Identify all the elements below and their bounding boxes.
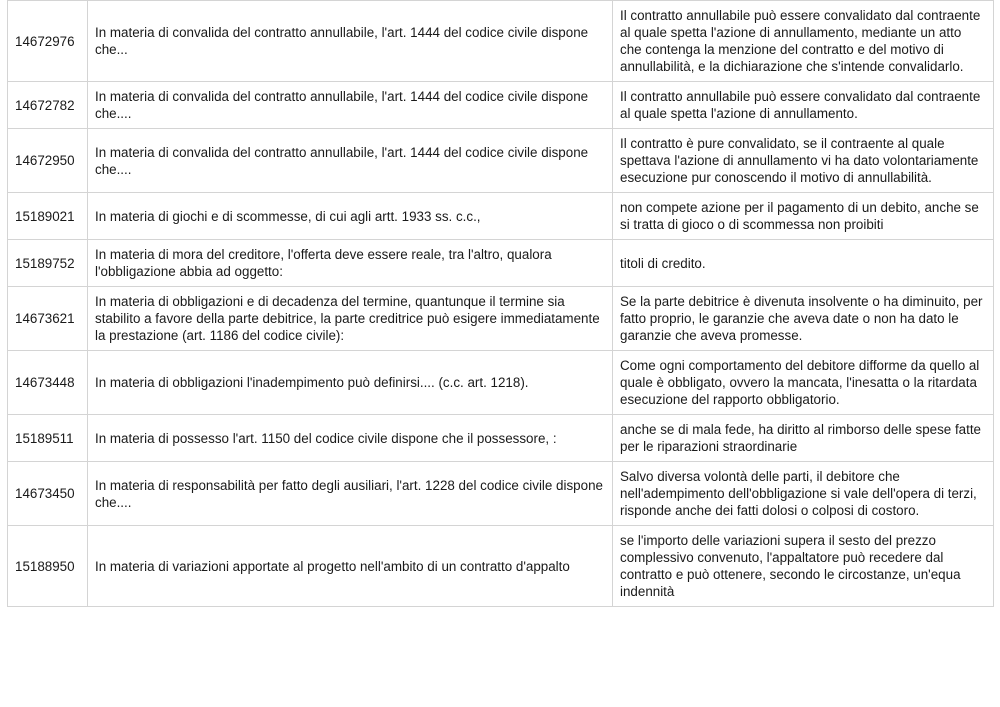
question-id: 15189511 xyxy=(8,415,88,462)
answer-text: Come ogni comportamento del debitore difforme da quello al quale è obbligato, ovvero la mancata, l'inesatta o la ritardata esecuzione del rapporto obbligatorio. xyxy=(613,351,994,415)
question-text: In materia di possesso l'art. 1150 del codice civile dispone che il possessore, : xyxy=(88,415,613,462)
question-text: In materia di convalida del contratto annullabile, l'art. 1444 del codice civile dispone che.... xyxy=(88,82,613,129)
answer-text: se l'importo delle variazioni supera il sesto del prezzo complessivo convenuto, l'appaltatore può recedere dal contratto e può ottenere, secondo le circostanze, un'equa indennità xyxy=(613,526,994,607)
question-id: 14673450 xyxy=(8,462,88,526)
question-text: In materia di obbligazioni e di decadenza del termine, quantunque il termine sia stabilito a favore della parte debitrice, la parte creditrice può esigere immediatamente la prestazione (art. 1186 del codice civile): xyxy=(88,287,613,351)
table-row xyxy=(8,526,994,607)
answer-text: titoli di credito. xyxy=(613,240,994,287)
question-text: In materia di convalida del contratto annullabile, l'art. 1444 del codice civile dispone che.... xyxy=(88,129,613,193)
quiz-table-container xyxy=(7,0,993,607)
answer-text: anche se di mala fede, ha diritto al rimborso delle spese fatte per le riparazioni straordinarie xyxy=(613,415,994,462)
answer-text: non compete azione per il pagamento di un debito, anche se si tratta di gioco o di scommessa non proibiti xyxy=(613,193,994,240)
question-id: 14672950 xyxy=(8,129,88,193)
table-row xyxy=(8,415,994,462)
question-id: 14672976 xyxy=(8,1,88,82)
question-text: In materia di obbligazioni l'inadempimento può definirsi.... (c.c. art. 1218). xyxy=(88,351,613,415)
answer-text: Il contratto è pure convalidato, se il contraente al quale spettava l'azione di annullamento vi ha dato volontariamente esecuzione pur conoscendo il motivo di annullabilità. xyxy=(613,129,994,193)
question-id: 15188950 xyxy=(8,526,88,607)
answer-text: Salvo diversa volontà delle parti, il debitore che nell'adempimento dell'obbligazione si vale dell'opera di terzi, risponde anche dei fatti dolosi o colposi di costoro. xyxy=(613,462,994,526)
question-id: 14673448 xyxy=(8,351,88,415)
question-text: In materia di giochi e di scommesse, di cui agli artt. 1933 ss. c.c., xyxy=(88,193,613,240)
question-text: In materia di responsabilità per fatto degli ausiliari, l'art. 1228 del codice civile dispone che.... xyxy=(88,462,613,526)
table-row xyxy=(8,193,994,240)
table-row xyxy=(8,351,994,415)
table-row xyxy=(8,287,994,351)
question-text: In materia di mora del creditore, l'offerta deve essere reale, tra l'altro, qualora l'obbligazione abbia ad oggetto: xyxy=(88,240,613,287)
answer-text: Se la parte debitrice è divenuta insolvente o ha diminuito, per fatto proprio, le garanzie che aveva date o non ha dato le garanzie che aveva promesse. xyxy=(613,287,994,351)
question-id: 15189021 xyxy=(8,193,88,240)
answer-text: Il contratto annullabile può essere convalidato dal contraente al quale spetta l'azione di annullamento. xyxy=(613,82,994,129)
answer-text: Il contratto annullabile può essere convalidato dal contraente al quale spetta l'azione di annullamento, mediante un atto che contenga la menzione del contratto e del motivo di annullabilità, e la dichiarazione che s'intende convalidarlo. xyxy=(613,1,994,82)
question-id: 15189752 xyxy=(8,240,88,287)
question-text: In materia di variazioni apportate al progetto nell'ambito di un contratto d'appalto xyxy=(88,526,613,607)
table-row xyxy=(8,82,994,129)
table-row xyxy=(8,240,994,287)
table-row xyxy=(8,1,994,82)
table-row xyxy=(8,129,994,193)
question-text: In materia di convalida del contratto annullabile, l'art. 1444 del codice civile dispone che... xyxy=(88,1,613,82)
table-row xyxy=(8,462,994,526)
question-id: 14673621 xyxy=(8,287,88,351)
question-id: 14672782 xyxy=(8,82,88,129)
quiz-table xyxy=(7,0,994,607)
